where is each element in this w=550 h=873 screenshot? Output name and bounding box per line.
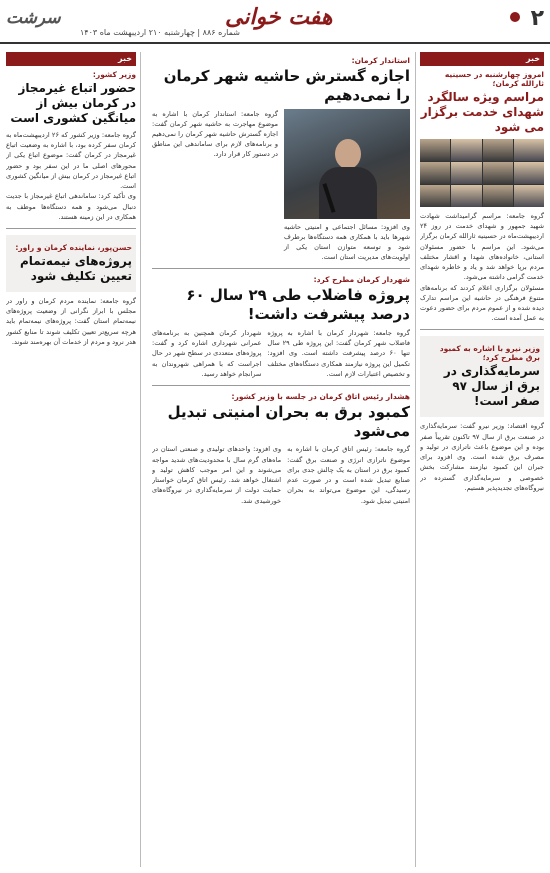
right-column — [420, 52, 544, 867]
article-body: گروه جامعه: رئیس اتاق کرمان با اشاره به موضوع ناترازی انرژی و صنعت برق گفت: کمبود برق در استان به یک چالش جدی برای صنایع تبدیل شده است و در صورت عدم رسیدگی، این موضوع می‌تواند به بحران امنیتی تبدیل شود. — [287, 445, 410, 505]
article-headline: پروژه فاضلاب طی ۲۹ سال ۶۰ درصد پیشرفت داشت! — [186, 286, 410, 324]
article-kicker: شهردار کرمان مطرح کرد: — [313, 275, 410, 285]
martyrs-photo-collage — [420, 139, 544, 207]
article-body: گروه جامعه: شهردار کرمان با اشاره به پروژه فاضلاب شهر کرمان گفت: این پروژه طی ۲۹ سال تنها ۶۰ درصد پیشرفت داشته است. وی افزود: تکمیل این پروژه نیازمند همکاری دستگاه‌های مختلف و تخصیص اعتبارات لازم است. — [267, 328, 410, 378]
page-number: ۲ — [530, 6, 544, 31]
article-headline: کمبود برق به بحران امنیتی تبدیل می‌شود — [167, 402, 410, 440]
article-body: گروه جامعه: نماینده مردم کرمان و راور در مجلس با ابراز نگرانی از وضعیت پروژه‌های نیمه‌تمام استان گفت: پروژه‌های نیمه‌تمام باید هرچه سریع‌تر تعیین تکلیف شوند تا منابع کشور هدر نرود و مردم از خدمات آن بهره‌مند شوند. — [6, 296, 136, 346]
article-kicker: امروز چهارشنبه در حسینیه ثارالله کرمان؛ — [444, 70, 544, 88]
article-kicker: وزیر نیرو با اشاره به کمبود برق مطرح کرد؛ — [439, 344, 540, 363]
news-box — [6, 235, 136, 292]
column-divider — [415, 52, 416, 867]
section-label: خبر — [420, 52, 544, 66]
masthead — [0, 0, 550, 44]
newspaper-logo: سرشت — [6, 8, 61, 28]
left-column — [6, 52, 136, 867]
section-label: خبر — [6, 52, 136, 66]
column-divider — [140, 52, 141, 867]
divider — [6, 228, 136, 229]
article-body: گروه جامعه: استاندار کرمان با اشاره به موضوع مهاجرت به حاشیه شهر کرمان گفت: اجازه گسترش حاشیه شهر کرمان را نمی‌دهیم و برنامه‌های لازم برای ساماندهی این مناطق در دستور کار قرار دارد. — [152, 109, 278, 159]
middle-column — [152, 52, 410, 867]
masthead-dot-icon — [510, 12, 520, 22]
article-body: شهردار کرمان همچنین به برنامه‌های عمرانی شهرداری اشاره کرد و گفت: پروژه‌های متعددی در سطح شهر در حال اجراست که با همراهی شهروندان به سرانجام خواهد رسید. — [152, 328, 262, 378]
article-kicker: حسن‌پور، نماینده کرمان و راور: — [15, 242, 132, 252]
governor-photo — [284, 109, 410, 219]
article-body: گروه جامعه: مراسم گرامیداشت شهادت شهید جمهور و شهدای خدمت در روز ۲۴ اردیبهشت‌ماه در حسینیه ثارالله کرمان برگزار می‌شود. این مراسم با حضور مسئولان استانی، خانواده‌های شهدا و اقشار مختلف مردم برپا خواهد شد و یاد و خاطره شهدای خدمت گرامی داشته می‌شود. — [420, 212, 544, 282]
article-headline: مراسم ویژه سالگرد شهدای خدمت برگزار می شود — [420, 90, 544, 134]
issue-info: شماره ۸۸۶ | چهارشنبه ۲۱۰ اردیبهشت ماه ۱۴۰۳ — [80, 28, 240, 37]
center-logo: هفت خوانی — [225, 4, 333, 30]
article-headline: اجازه گسترش حاشیه شهر کرمان را نمی‌دهیم — [163, 67, 410, 104]
article-kicker: هشدار رئیس اتاق کرمان در جلسه با وزیر کشور: — [231, 391, 410, 401]
article-body: گروه جامعه: وزیر کشور که ۲۶ اردیبهشت‌ماه به کرمان سفر کرده بود، با اشاره به وضعیت اتباع غیرمجاز در کرمان گفت: موضوع اتباع یکی از محورهای اصلی ما در این سفر بود و حضور اتباع غیرمجاز در کرمان بیش از میانگین کشوری است. — [6, 131, 136, 191]
article-headline: پروژه‌های نیمه‌تمام تعیین تکلیف شود — [19, 253, 132, 283]
article-headline: سرمایه‌گذاری در برق از سال ۹۷ صفر است! — [443, 364, 540, 409]
divider — [420, 329, 544, 330]
person-figure — [317, 139, 377, 219]
article-body: وی تأکید کرد: ساماندهی اتباع غیرمجاز با جدیت دنبال می‌شود و همه دستگاه‌ها موظف به همکاری در این زمینه هستند. — [6, 192, 136, 221]
article-headline: حضور اتباع غیرمجاز در کرمان بیش از میانگین کشوری است — [10, 81, 136, 125]
article-kicker: وزیر کشور: — [92, 70, 136, 79]
article-body: گروه اقتصاد: وزیر نیرو گفت: سرمایه‌گذاری در صنعت برق از سال ۹۷ تاکنون تقریباً صفر بوده و این موضوع باعث ناترازی در تولید و مصرف برق شده است. وی افزود برای جبران این کمبود نیازمند مشارکت بخش خصوصی و سرمایه‌گذاری گسترده در نیروگاه‌های تجدیدپذیر هستیم. — [420, 422, 544, 492]
article-body: مسئولان برگزاری اعلام کردند که برنامه‌های متنوع فرهنگی در حاشیه این مراسم تدارک دیده شده و از عموم مردم برای حضور دعوت به عمل آمده است. — [420, 283, 544, 323]
divider — [152, 385, 410, 386]
article-body: وی افزود: مسائل اجتماعی و امنیتی حاشیه شهرها باید با همکاری همه دستگاه‌ها برطرف شود و توسعه متوازن استان یکی از اولویت‌های مدیریت استان است. — [284, 222, 410, 262]
divider — [152, 268, 410, 269]
article-kicker: استاندار کرمان: — [351, 56, 410, 65]
article-body: وی افزود: واحدهای تولیدی و صنعتی استان در ماه‌های گرم سال با محدودیت‌های شدید مواجه می‌شوند و این امر موجب کاهش تولید و اشتغال خواهد شد. رئیس اتاق کرمان خواستار حمایت دولت از سرمایه‌گذاری در نیروگاه‌های خورشیدی شد. — [152, 445, 282, 505]
news-box — [420, 336, 544, 417]
